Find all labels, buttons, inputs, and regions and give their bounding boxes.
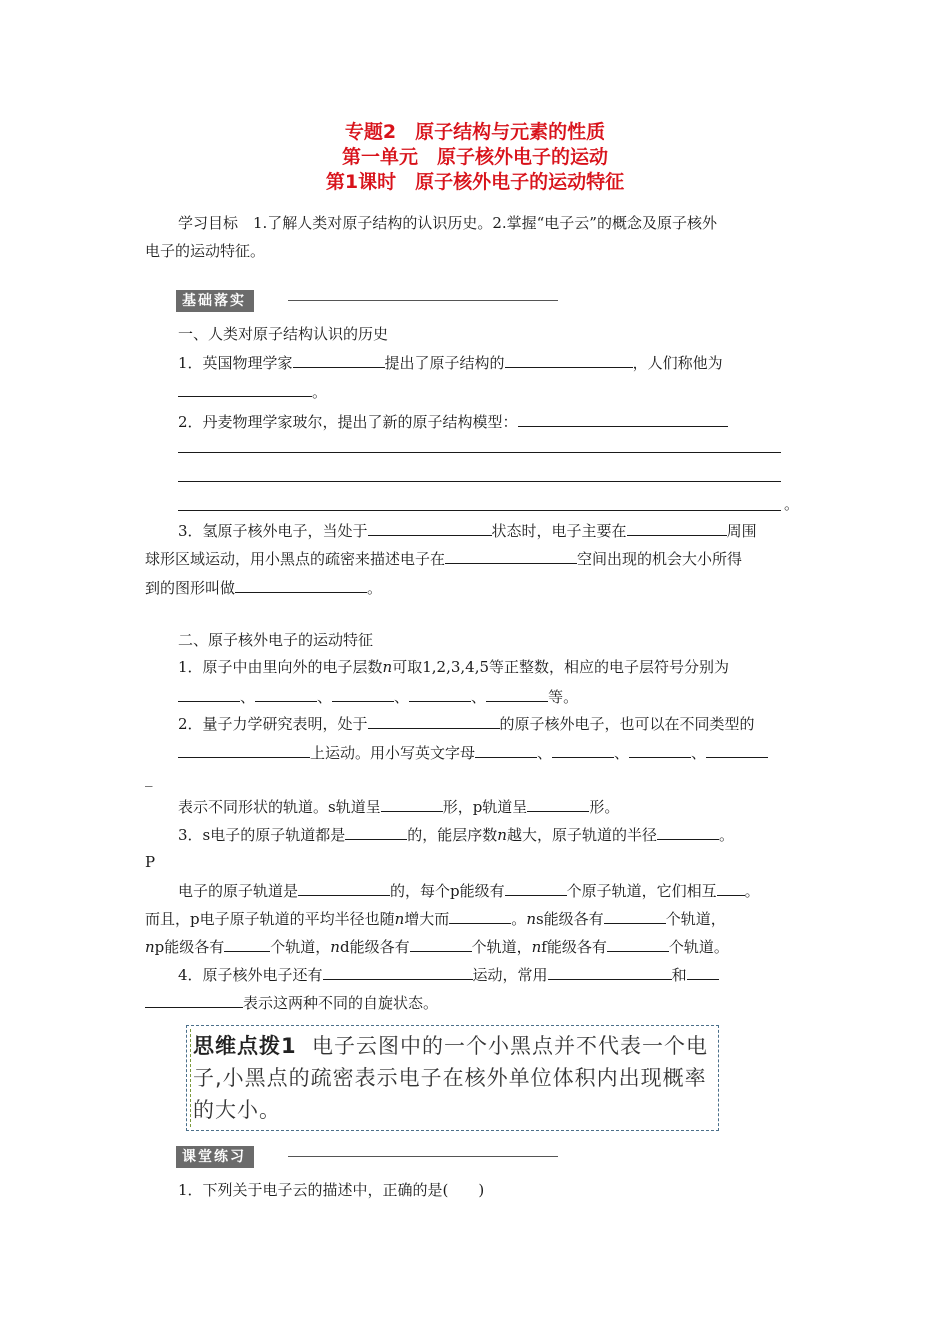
answer-blank[interactable] [475,742,537,758]
answer-blank[interactable] [345,824,407,840]
question-3-line2: 球形区域运动，用小黑点的疏密来描述电子在 空间出现的机会大小所得 [145,550,743,568]
answer-blank[interactable] [505,880,567,896]
point-3-line2: 电子的原子轨道是 的，每个p能级有 个原子轨道，它们相互 。 [178,882,760,900]
heading-history: 一、人类对原子结构认识的历史 [178,325,389,343]
answer-blank[interactable] [548,964,672,980]
point-2-line2: 上运动。用小写英文字母 、 、 、 [178,742,768,763]
answer-blank[interactable] [486,686,548,702]
point-4-line2: 表示这两种不同的自旋状态。 [145,992,438,1013]
answer-blank[interactable] [706,742,768,758]
answer-blank[interactable] [293,352,385,368]
answer-blank[interactable] [627,520,727,536]
tip-title: 思维点拨1 [193,1034,297,1058]
tip-text [193,1030,713,1126]
answer-blank[interactable] [145,992,243,1008]
point-2-dash: _ [145,769,153,787]
answer-blank[interactable] [178,381,312,397]
answer-blank[interactable] [657,824,719,840]
section-label: 基础落实 [176,290,254,312]
question-3-line3: 到的图形叫做 。 [145,579,383,597]
answer-blank[interactable] [607,936,669,952]
point-4: 4．原子核外电子还有 运动，常用 和 [178,964,719,985]
point-2: 2．量子力学研究表明，处于 的原子核外电子，也可以在不同类型的 [178,715,755,733]
section-rule [288,300,558,301]
answer-blank[interactable] [368,520,492,536]
point-3: 3．s电子的原子轨道都是 的，能层序数n越大，原子轨道的半径 。 [178,826,734,844]
point-1-blanks: 、 、 、 、 等。 [178,686,578,707]
tip-box [186,1025,719,1131]
answer-blank[interactable] [255,686,317,702]
answer-blank[interactable] [178,686,240,702]
answer-blank[interactable] [717,880,745,896]
question-2: 2．丹麦物理学家玻尔，提出了新的原子结构模型： [178,411,728,432]
point-2-line3: 表示不同形状的轨道。s轨道呈 形，p轨道呈 形。 [178,798,620,816]
answer-blank[interactable] [298,880,390,896]
answer-blank[interactable] [410,936,472,952]
answer-blank[interactable] [629,742,691,758]
section-rule [288,1156,558,1157]
answer-blank[interactable] [687,964,719,980]
lesson-title: 第1课时 原子核外电子的运动特征 [325,171,625,193]
section-header-basics [176,290,560,312]
title-block [0,120,950,195]
answer-blank[interactable] [332,686,394,702]
answer-blank[interactable] [368,713,500,729]
point-3-p: P [145,853,156,871]
answer-blank[interactable] [552,742,614,758]
answer-blank[interactable] [224,936,270,952]
section-dot-icon [273,1151,285,1163]
answer-blank[interactable] [235,577,367,593]
answer-blank[interactable] [518,411,728,427]
answer-blank[interactable] [178,742,310,758]
section-dot-icon [273,295,285,307]
objectives-line1: 学习目标 1.了解人类对原子结构的认识历史。2.掌握“电子云”的概念及原子核外 [178,214,717,232]
section-label: 课堂练习 [176,1146,254,1168]
answer-line[interactable] [178,481,781,482]
tip-body: 电子云图中的一个小黑点并不代表一个电子,小黑点的疏密表示电子在核外单位体积内出现概率的大小。 [193,1034,708,1122]
topic-title: 专题2 原子结构与元素的性质 [344,121,606,143]
heading-motion: 二、原子核外电子的运动特征 [178,631,374,649]
unit-title: 第一单元 原子核外电子的运动 [341,146,608,168]
answer-blank[interactable] [527,796,589,812]
answer-line[interactable] [178,510,781,511]
practice-question-1: 1．下列关于电子云的描述中，正确的是( ) [178,1181,485,1199]
answer-blank[interactable] [449,908,511,924]
point-3-line3: 而且，p电子原子轨道的平均半径也随n增大而 。ns能级各有 个轨道， [145,910,726,928]
answer-blank[interactable] [604,908,666,924]
objectives-line2: 电子的运动特征。 [145,242,266,260]
point-3-line4: np能级各有 个轨道，nd能级各有 个轨道，nf能级各有 个轨道。 [145,938,729,956]
answer-blank[interactable] [323,964,473,980]
answer-blank[interactable] [381,796,443,812]
answer-line[interactable] [178,452,781,453]
answer-blank[interactable] [445,548,577,564]
point-1: 1．原子中由里向外的电子层数n可取1,2,3,4,5等正整数，相应的电子层符号分别为 [178,658,730,676]
section-header-practice [176,1146,560,1168]
question-3: 3．氢原子核外电子，当处于 状态时，电子主要在 周围 [178,522,757,540]
answer-blank[interactable] [409,686,471,702]
question-2-end: 。 [784,495,800,513]
question-1-cont: 。 [178,381,327,402]
answer-blank[interactable] [505,352,633,368]
question-1: 1．英国物理学家 提出了原子结构的 ，人们称他为 [178,354,723,372]
